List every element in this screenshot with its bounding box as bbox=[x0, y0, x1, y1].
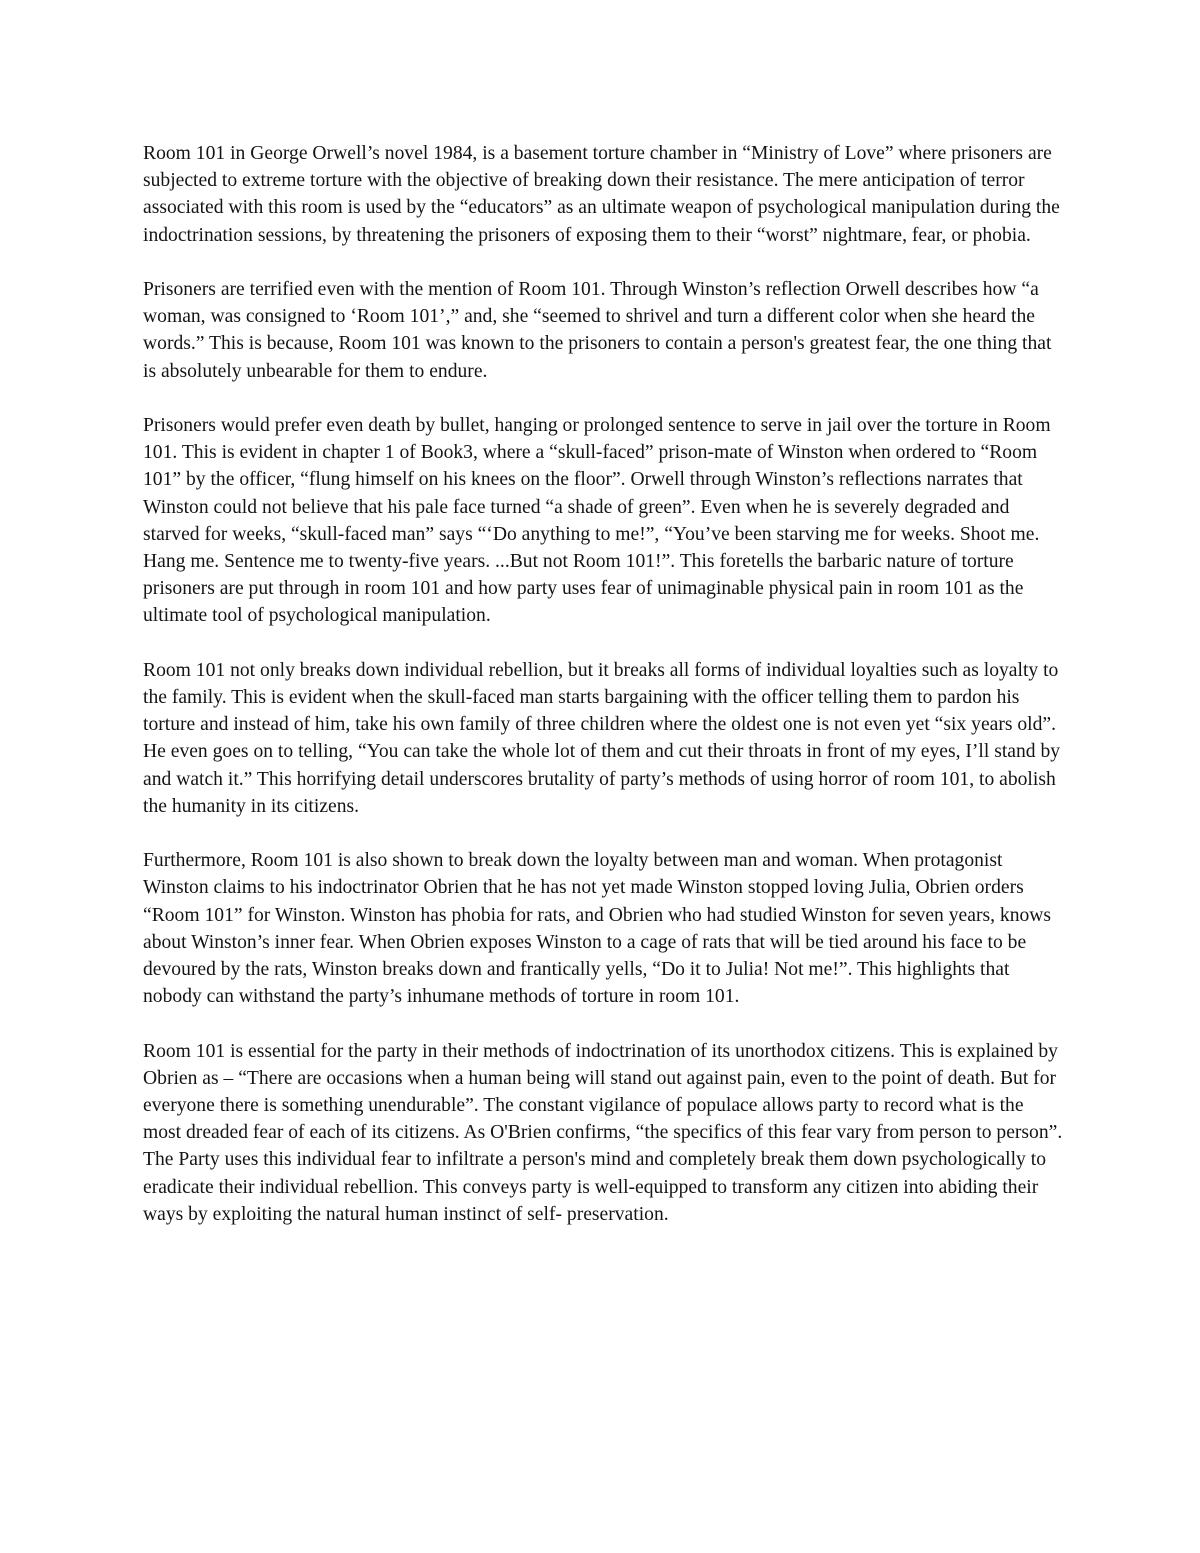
paragraph-5: Furthermore, Room 101 is also shown to break down the loyalty between man and woman. When protagonist Winston claims to his indoctrinator Obrien that he has not yet made Winston stopped loving Julia, Obrien orders “Room 101” for Winston. Winston has phobia for rats, and Obrien who had studied Winston for seven years, knows about Winston’s inner fear. When Obrien exposes Winston to a cage of rats that will be tied around his face to be devoured by the rats, Winston breaks down and frantically yells, “Do it to Julia! Not me!”. This highlights that nobody can withstand the party’s inhumane methods of torture in room 101. bbox=[143, 850, 1052, 1008]
paragraph-6: Room 101 is essential for the party in their methods of indoctrination of its unorthodox citizens. This is explained by Obrien as – “There are occasions when a human being will stand out against pain, even to the point of death. But for everyone there is something unendurable”. The constant vigilance of populace allows party to record what is the most dreaded fear of each of its citizens. As O'Brien confirms, “the specifics of this fear vary from person to person”. The Party uses this individual fear to infiltrate a person's mind and completely break them down psychologically to eradicate their individual rebellion. This conveys party is well-equipped to transform any citizen into abiding their ways by exploiting the natural human instinct of self- preservation. bbox=[143, 1040, 1063, 1225]
document-body bbox=[143, 140, 1063, 1255]
paragraph-2: Prisoners are terrified even with the mention of Room 101. Through Winston’s reflection Orwell describes how “a woman, was consigned to ‘Room 101’,” and, she “seemed to shrivel and turn a different color when she heard the words.” This is because, Room 101 was known to the prisoners to contain a person's greatest fear, the one thing that is absolutely unbearable for them to endure. bbox=[143, 279, 1052, 382]
paragraph-4: Room 101 not only breaks down individual rebellion, but it breaks all forms of individual loyalties such as loyalty to the family. This is evident when the skull-faced man starts bargaining with the officer telling them to pardon his torture and instead of him, take his own family of three children where the oldest one is not even yet “six years old”. He even goes on to telling, “You can take the whole lot of them and cut their throats in front of my eyes, I’ll stand by and watch it.” This horrifying detail underscores brutality of party’s methods of using horror of room 101, to abolish the humanity in its citizens. bbox=[143, 659, 1061, 817]
paragraph-3: Prisoners would prefer even death by bullet, hanging or prolonged sentence to serve in jail over the torture in Room 101. This is evident in chapter 1 of Book3, where a “skull-faced” prison-mate of Winston when ordered to “Room 101” by the officer, “flung himself on his knees on the floor”. Orwell through Winston’s reflections narrates that Winston could not believe that his pale face turned “a shade of green”. Even when he is severely degraded and starved for weeks, “skull-faced man” says “‘Do anything to me!”, “You’ve been starving me for weeks. Shoot me. Hang me. Sentence me to twenty-five years. ...But not Room 101!”. This foretells the barbaric nature of torture prisoners are put through in room 101 and how party uses fear of unimaginable physical pain in room 101 as the ultimate tool of psychological manipulation. bbox=[143, 415, 1051, 627]
paragraph-1: Room 101 in George Orwell’s novel 1984, is a basement torture chamber in “Ministry of Love” where prisoners are subjected to extreme torture with the objective of breaking down their resistance. The mere anticipation of terror associated with this room is used by the “educators” as an ultimate weapon of psychological manipulation during the indoctrination sessions, by threatening the prisoners of exposing them to their “worst” nightmare, fear, or phobia. bbox=[143, 143, 1060, 246]
